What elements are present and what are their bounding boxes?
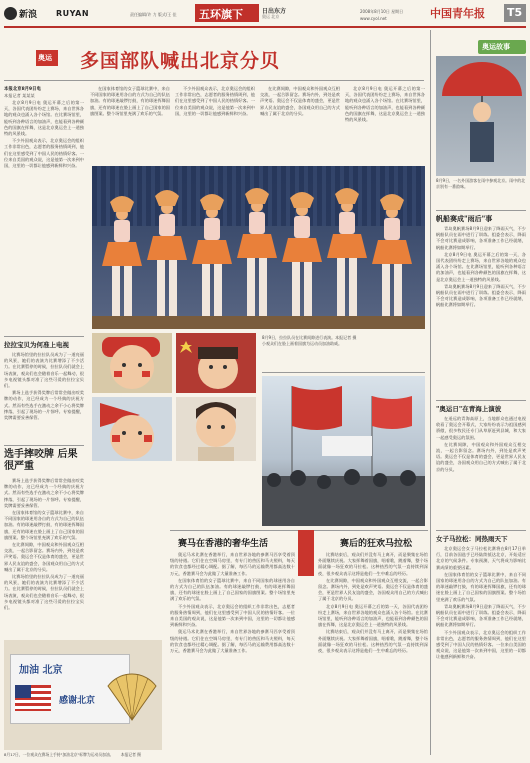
fan-sign-text-2: 感谢北京 [59, 696, 96, 706]
side-story-1-body: 比赛场馆里的拉拉队员成为了一道亮丽的风景，她们的表演为比赛增添了不少活力。在比赛暂停的时候，拉拉队员们就会上场表演，观众们也会随着音乐一起舞动，很多电视镜头都对准了这些可爱的拉拉宝贝们。 赛场上选手获得奖牌后常常会做出咬奖牌的动作，这已经成为一个经典的庆祝方式。然而有些选手在激动之余不小心将奖牌摔落，引起了现场的一片惊呼。专家提醒，奖牌需要妥善保管。 [4, 352, 84, 421]
kid-face-4 [176, 397, 256, 461]
photo-fan-sign [4, 640, 162, 750]
lead-paragraph-4: 在比赛间隙，中国观众和外国观众互相交流，一起合影留念。赛场内外，到处是欢声笑语。奥运会不仅是体育的盛会，更是世界人民友谊的盛会，各国观众用自己的方式喊出了属于北京的分贝。 [260, 86, 340, 116]
umbrella-caption: 8月9日，一名外国游客在雨中参观北京。雨中的北京别有一番韵味。 [436, 178, 526, 189]
right-divider-3 [436, 530, 526, 531]
lead-kicker: 奥运 [38, 54, 52, 62]
photo-kid-3 [92, 397, 172, 461]
lead-paragraph-3: 不少外国观众表示，北京奥运会的组织工作非常出色，志愿者的服务热情周到，他们在这里感受到了中国人民的热情好客。一位来自美国的观众说，这是他第一次来到中国，这里的一切都让他感到新鲜和兴奋。 [175, 86, 255, 116]
page-number: T5 [507, 6, 523, 19]
right-column-divider [430, 30, 431, 755]
photo-kid-2 [176, 333, 256, 393]
lead-column-1 [4, 100, 84, 330]
lead-paragraph-2: 在国家体育馆的女子篮球比赛中，来自不同国家的球迷用各自的方式为自己的队伍加油。有的球迷敲锣打鼓，有的球迷挥舞国旗，还有的球迷在脸上画上了自己国家的国旗图案。整个场馆里充满了欢乐的气氛。 [90, 86, 170, 116]
section-title: 五环旗下 [199, 8, 243, 21]
kid-face-2 [176, 333, 256, 393]
lead-column-4 [260, 86, 340, 162]
lead-column-5 [345, 86, 425, 162]
section-subtitle: 日出东方 [262, 8, 287, 15]
right-story-1-body: 青岛奥帆赛场8月9日迎来了降雨天气，不少帆船队员在雨中进行了训练。组委会表示，降雨不会对比赛造成影响，各项准备工作已经就绪，帆船比赛将如期举行。 北京8月9日电 奥运开幕之后的第一天，各国代表团纷纷走上赛场，来自世界各地的观众也涌入各个场馆。在比赛场馆里，能听到各种语言的加油声，也能看到各种颜色的国旗在挥舞，这是北京奥运会上一道独特的风景线。 青岛奥帆赛场8月9日迎来了降雨天气，不少帆船队员在雨中进行了训练。组委会表示，降雨不会对比赛造成影响，各项准备工作已经就绪，帆船比赛将如期举行。 [436, 226, 526, 308]
lead-byline: 本报北京8月9日电 [4, 87, 41, 92]
editor-credit: 责任编辑/许 力 版式/王 佳 [130, 12, 177, 17]
bottom-story-1-body: 奥运马术比赛在香港举行，来自世界各地的参赛马匹享受着顶级的待遇。它们住在空调马房里，有专门的兽医和马夫照料，每天的饮食也都经过精心调配。据了解，每匹马的运输费用都高达数十万元，香港赛马会为此做了大量准备工作。 在国家体育馆的女子篮球比赛中，来自不同国家的球迷用各自的方式为自己的队伍加油。有的球迷敲锣打鼓，有的球迷挥舞国旗，还有的球迷在脸上画上了自己国家的国旗图案。整个场馆里充满了欢乐的气氛。 不少外国观众表示，北京奥运会的组织工作非常出色，志愿者的服务热情周到，他们在这里感受到了中国人民的热情好客。一位来自美国的观众说，这是他第一次来到中国，这里的一切都让他感到新鲜和兴奋。 奥运马术比赛在香港举行，来自世界各地的参赛马匹享受着顶级的待遇。它们住在空调马房里，有专门的兽医和马夫照料，每天的饮食也都经过精心调配。据了解，每匹马的运输费用都高达数十万元，香港赛马会为此做了大量准备工作。 [170, 552, 295, 654]
masthead-rule [4, 26, 526, 28]
right-story-3-title: 女子马拉松：同热雨天下 [436, 535, 508, 543]
photo-kid-4 [176, 397, 256, 461]
lead-column-2 [90, 86, 170, 162]
side-divider-2 [4, 445, 84, 446]
right-divider-1 [436, 210, 526, 211]
bottom-story-2-body: 比赛结束后，观众们并没有马上离开，而是聚集在场馆外面继续庆祝。大家挥舞着国旗，唱着歌，跳着舞，整个场面就像一场狂欢的马拉松。这种热烈的气氛一直持续到深夜，很多观众表示这将是他们一生中难忘的经历。 在比赛间隙，中国观众和外国观众互相交流，一起合影留念。赛场内外，到处是欢声笑语。奥运会不仅是体育的盛会，更是世界人民友谊的盛会，各国观众用自己的方式喊出了属于北京的分贝。 北京8月9日电 奥运开幕之后的第一天，各国代表团纷纷走上赛场，来自世界各地的观众也涌入各个场馆。在比赛场馆里，能听到各种语言的加油声，也能看到各种颜色的国旗在挥舞，这是北京奥运会上一道独特的风景线。 比赛结束后，观众们并没有马上离开，而是聚集在场馆外面继续庆祝。大家挥舞着国旗，唱着歌，跳着舞，整个场面就像一场狂欢的马拉松。这种热烈的气氛一直持续到深夜，很多观众表示这将是他们一生中难忘的经历。 [318, 552, 428, 654]
lead-paragraph-5: 北京8月9日电 奥运开幕之后的第一天，各国代表团纷纷走上赛场，来自世界各地的观众也涌入各个场馆。在比赛场馆里，能听到各种语言的加油声，也能看到各种颜色的国旗在挥舞，这是北京奥运会上一道独特的风景线。 [345, 86, 425, 123]
kid-face-1 [92, 333, 172, 393]
side-story-2-body: 赛场上选手获得奖牌后常常会做出咬奖牌的动作，这已经成为一个经典的庆祝方式。然而有些选手在激动之余不小心将奖牌摔落，引起了现场的一片惊呼。专家提醒，奖牌需要妥善保管。 在国家体育馆的女子篮球比赛中，来自不同国家的球迷用各自的方式为自己的队伍加油。有的球迷敲锣打鼓，有的球迷挥舞国旗，还有的球迷在脸上画上了自己国家的国旗图案。整个场馆里充满了欢乐的气氛。 在比赛间隙，中国观众和外国观众互相交流，一起合影留念。赛场内外，到处是欢声笑语。奥运会不仅是体育的盛会，更是世界人民友谊的盛会，各国观众用自己的方式喊出了属于北京的分贝。 比赛场馆里的拉拉队员成为了一道亮丽的风景，她们的表演为比赛增添了不少活力。在比赛暂停的时候，拉拉队员们就会上场表演，观众们也会随着音乐一起舞动，很多电视镜头都对准了这些可爱的拉拉宝贝们。 [4, 478, 84, 611]
right-badge-text: 奥运故事 [482, 43, 510, 51]
photo-umbrella [436, 56, 526, 176]
hand-fan-icon [104, 668, 160, 724]
side-story-2-title: 选手摔咬牌 后果很严重 [4, 449, 78, 472]
kid-face-3 [92, 397, 172, 461]
right-story-2-title: "奥运日"在青海上演彼 [436, 405, 502, 413]
photo-kid-1 [92, 333, 172, 393]
us-flag [15, 685, 51, 711]
side-divider-1 [4, 336, 84, 337]
brand-logo [4, 6, 56, 22]
right-story-3-body: 北京奥运会女子马拉松比赛将在8月17日举行，目前各国选手已经陆续抵达北京，开始适应北京的气候条件。专家预测，天气将成为影响比赛成绩的重要因素。 在国家体育馆的女子篮球比赛中，来自不同国家的球迷用各自的方式为自己的队伍加油。有的球迷敲锣打鼓，有的球迷挥舞国旗，还有的球迷在脸上画上了自己国家的国旗图案。整个场馆里充满了欢乐的气氛。 青岛奥帆赛场8月9日迎来了降雨天气，不少帆船队员在雨中进行了训练。组委会表示，降雨不会对比赛造成影响，各项准备工作已经就绪，帆船比赛将如期举行。 不少外国观众表示，北京奥运会的组织工作非常出色，志愿者的服务热情周到，他们在这里感受到了中国人民的热情好客。一位来自美国的观众说，这是他第一次来到中国，这里的一切都让他感到新鲜和兴奋。 [436, 546, 526, 660]
section-title-box [195, 4, 259, 22]
right-badge [478, 40, 526, 54]
fan-sign-text: 加油 北京 [19, 665, 63, 676]
lead-kicker-badge [36, 50, 58, 66]
side-story-1-title: 拉拉宝贝为何准上电视 [4, 341, 69, 349]
cheerleader-figures [92, 186, 425, 329]
bottom-story-1-title: 赛马在香港的奢华生活 [178, 539, 269, 549]
main-photo-cheerleaders [92, 166, 425, 329]
lead-byline-block [4, 86, 84, 99]
right-story-1-title: 帆船赛成"雨后"事 [436, 214, 493, 223]
main-photo-caption: 8月9日，拉拉队员在比赛间隙进行表演。本报记者 摄 小观众们在脸上画着国旗为运动员加油助威。 [262, 335, 357, 346]
right-story-2-body: 在遥远的青海高原上，当地群众也通过电视收看了奥运会开幕式，大家纷纷表示为祖国感到骄傲，很多牧民还专门从草原赶到县城，和大家一起感受奥运的氛围。 在比赛间隙，中国观众和外国观众互相交流，一起合影留念。赛场内外，到处是欢声笑语。奥运会不仅是体育的盛会，更是世界人民友谊的盛会，各国观众用自己的方式喊出了属于北京的分贝。 [436, 416, 526, 472]
site-url: www.cyol.net [360, 16, 387, 21]
brand-en: RUYAN [56, 9, 90, 18]
umbrella-figure [436, 56, 526, 176]
vertical-badge [298, 530, 314, 576]
lead-paragraph-1b: 不少外国观众表示，北京奥运会的组织工作非常出色，志愿者的服务热情周到，他们在这里感受到了中国人民的热情好客。一位来自美国的观众说，这是他第一次来到中国，这里的一切都让他感到新鲜和兴奋。 [4, 138, 84, 169]
bottom-story-2-title: 赛后的狂欢马拉松 [340, 539, 413, 549]
footer-caption: 8月17日，一位观众在赛场上手持"加油北京"标牌为运动员加油。 本报记者 摄 [4, 752, 141, 757]
lead-divider [4, 80, 424, 81]
brand-mark-icon [4, 7, 17, 20]
flags-crowd [262, 376, 425, 526]
lead-paragraph-1: 北京8月9日电 奥运开幕之后的第一天，各国代表团纷纷走上赛场，来自世界各地的观众也涌入各个场馆。在比赛场馆里，能听到各种语言的加油声，也能看到各种颜色的国旗在挥舞，这是北京奥运会上一道独特的风景线。 [4, 100, 84, 137]
caption-divider [262, 372, 425, 373]
masthead [0, 0, 530, 34]
section-subtitle-2: 奥运 北京 [262, 14, 280, 19]
page-number-box [504, 4, 526, 22]
lead-author: 本报记者 某某某 [4, 93, 35, 98]
brand-name: 新浪 [19, 10, 38, 20]
lead-headline: 多国部队喊出北京分贝 [80, 50, 281, 72]
right-divider-2 [436, 400, 526, 401]
lead-column-3 [175, 86, 255, 162]
date-info: 2008年8月10日 星期日 [360, 9, 404, 14]
photo-crowd-flags [262, 376, 425, 526]
paper-name: 中国青年报 [430, 7, 485, 20]
court-floor [92, 316, 425, 329]
